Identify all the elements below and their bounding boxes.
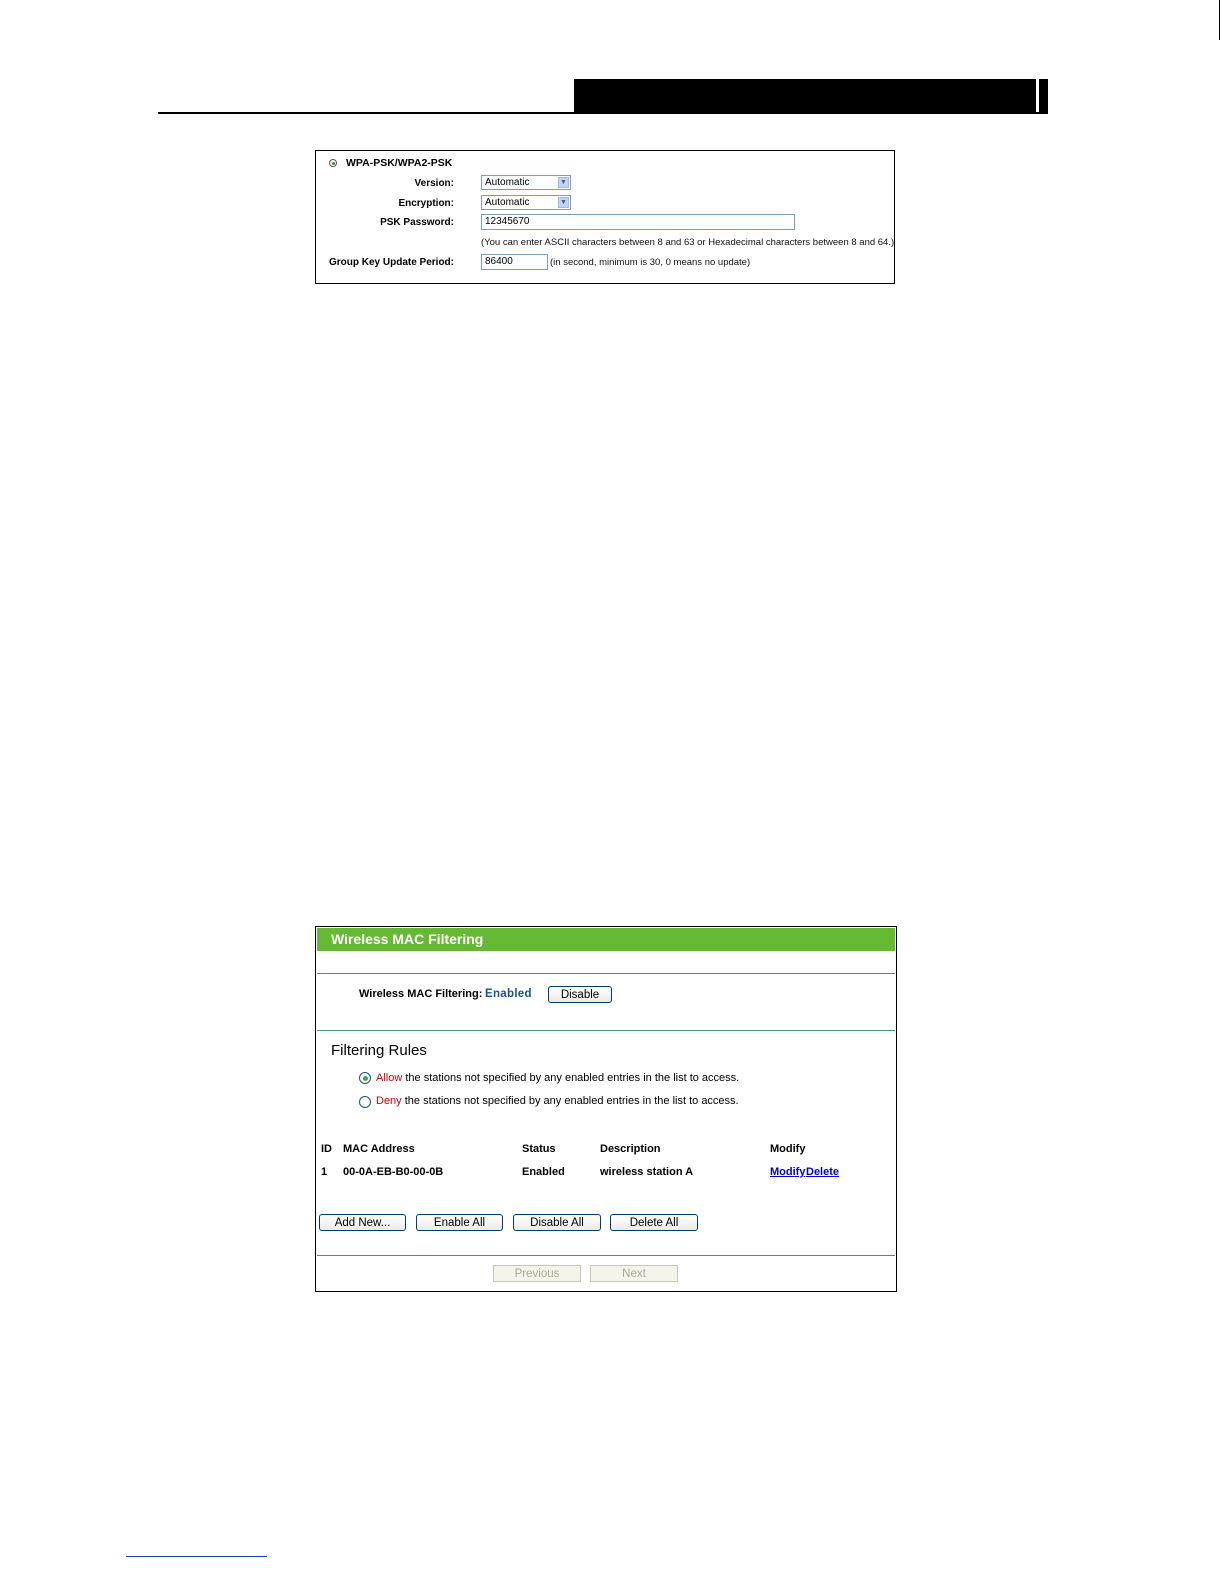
version-value: Automatic [485, 177, 530, 188]
row-id: 1 [321, 1166, 328, 1178]
divider [317, 1255, 895, 1256]
panel-header: Wireless MAC Filtering [317, 928, 895, 951]
delete-link[interactable]: Delete [806, 1166, 840, 1178]
wpa-psk-title: WPA-PSK/WPA2-PSK [346, 157, 453, 169]
enable-all-button[interactable]: Enable All [416, 1214, 503, 1231]
column-header-modify: Modify [770, 1143, 806, 1155]
psk-password-note: (You can enter ASCII characters between 8 and 63 or Hexadecimal characters between 8 and 64.) [481, 237, 895, 248]
allow-rule-text [376, 1072, 739, 1084]
allow-radio[interactable] [359, 1072, 371, 1084]
mac-filtering-status-value: Enabled [485, 988, 532, 1000]
encryption-label: Encryption: [398, 198, 454, 209]
psk-password-label: PSK Password: [380, 217, 454, 228]
column-header-mac-address: MAC Address [343, 1143, 415, 1155]
group-key-update-input[interactable] [481, 254, 548, 270]
disable-all-button[interactable]: Disable All [513, 1214, 601, 1231]
divider [317, 1030, 895, 1031]
next-button[interactable]: Next [590, 1265, 678, 1282]
page-edge-line [1219, 0, 1220, 40]
header-black-bar [574, 79, 1036, 112]
deny-radio[interactable] [359, 1096, 371, 1108]
deny-rule-text [376, 1095, 739, 1107]
divider [317, 973, 895, 974]
add-new-button[interactable]: Add New... [319, 1214, 406, 1231]
row-mac-address: 00-0A-EB-B0-00-0B [343, 1166, 444, 1178]
wpa-psk-radio[interactable] [329, 159, 337, 167]
delete-all-button[interactable]: Delete All [610, 1214, 698, 1231]
psk-password-value: 12345670 [485, 216, 530, 227]
column-header-description: Description [600, 1143, 661, 1155]
header-rule [158, 112, 1048, 114]
row-status: Enabled [522, 1166, 565, 1178]
column-header-status: Status [522, 1143, 556, 1155]
previous-button[interactable]: Previous [493, 1265, 581, 1282]
header-black-tab [1039, 79, 1048, 112]
encryption-select[interactable] [481, 195, 571, 210]
group-key-update-label: Group Key Update Period: [328, 257, 454, 268]
psk-password-input[interactable] [481, 214, 795, 230]
version-label: Version: [414, 178, 454, 189]
filtering-rules-title: Filtering Rules [331, 1042, 427, 1059]
encryption-value: Automatic [485, 197, 530, 208]
row-description: wireless station A [600, 1166, 694, 1178]
chevron-down-icon: ▼ [558, 197, 569, 208]
mac-filtering-status-label: Wireless MAC Filtering: [359, 988, 483, 1000]
version-select[interactable] [481, 175, 571, 190]
mac-filtering-panel [315, 926, 897, 1292]
chevron-down-icon: ▼ [558, 177, 569, 188]
group-key-update-note: (in second, minimum is 30, 0 means no update) [550, 257, 751, 268]
wpa-psk-panel [315, 150, 895, 284]
modify-link[interactable]: Modify [770, 1166, 806, 1178]
deny-rule-rest: the stations not specified by any enabled entries in the list to access. [401, 1095, 739, 1107]
group-key-update-value: 86400 [485, 256, 513, 267]
deny-word: Deny [376, 1095, 402, 1107]
column-header-id: ID [321, 1143, 332, 1155]
disable-button[interactable]: Disable [548, 986, 612, 1003]
allow-rule-rest: the stations not specified by any enabled entries in the list to access. [402, 1072, 740, 1084]
allow-word: Allow [376, 1072, 403, 1084]
footer-link-underline [126, 1556, 267, 1557]
